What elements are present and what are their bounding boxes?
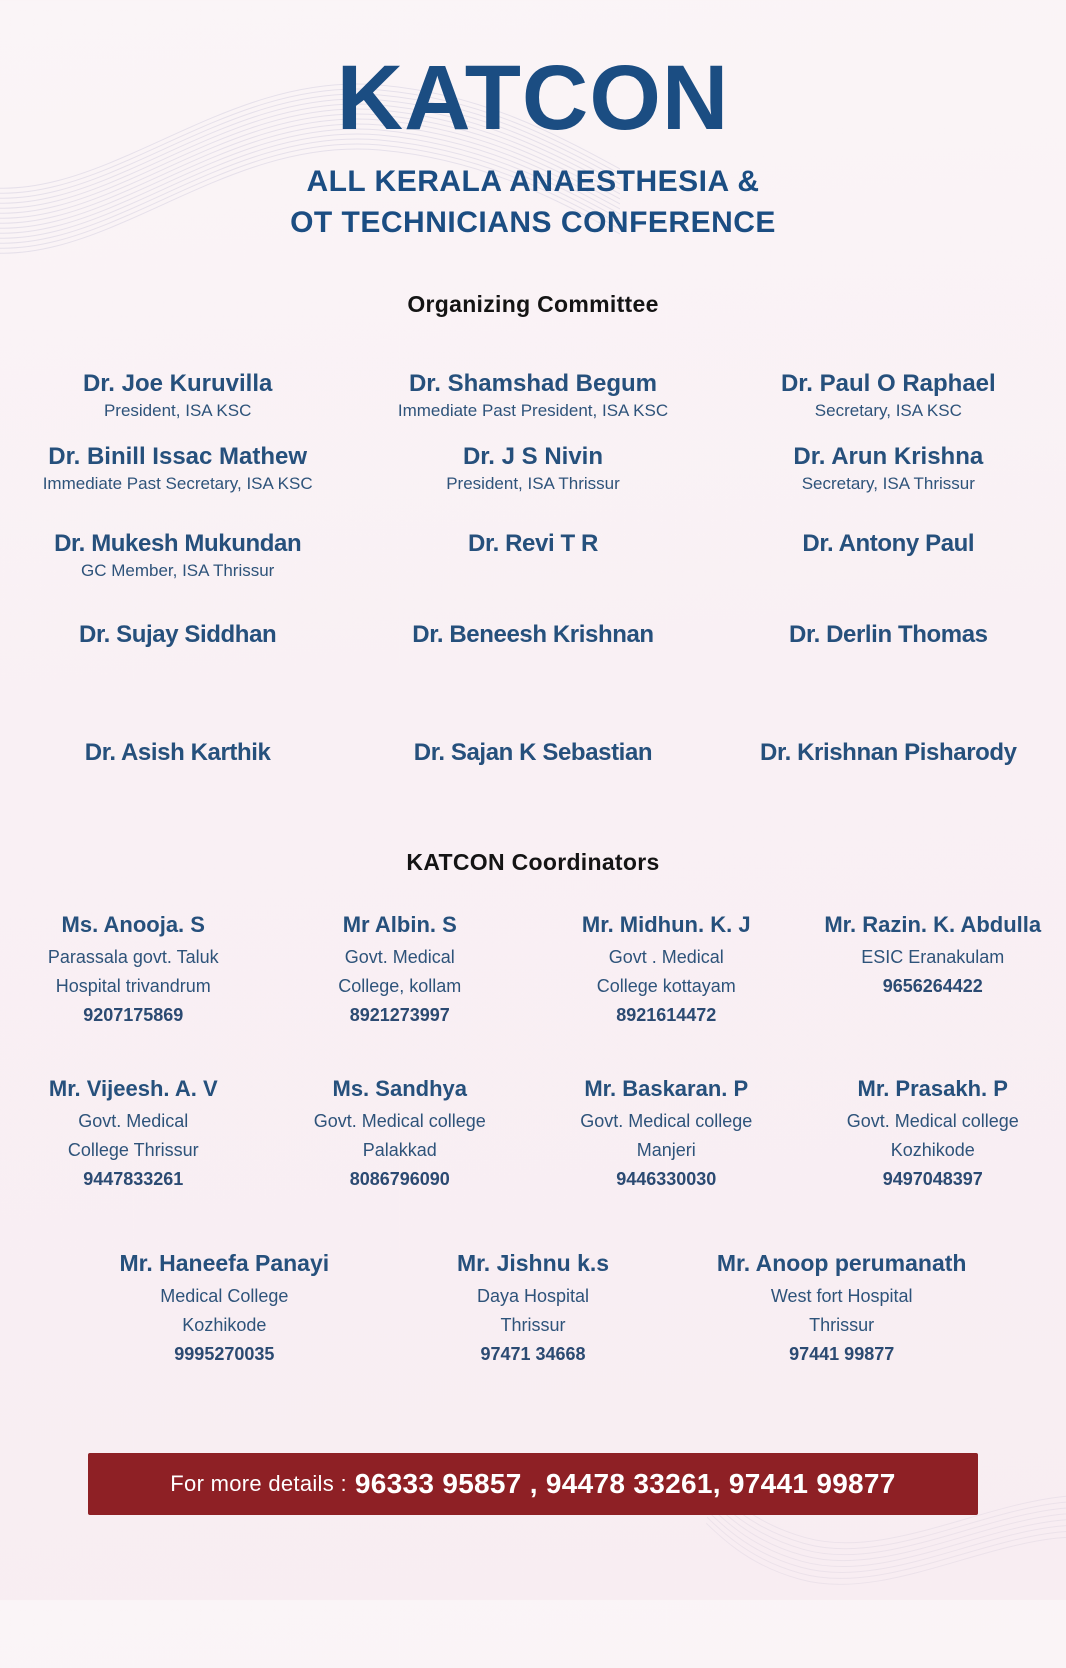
coordinator-org-line: Hospital trivandrum (6, 972, 261, 1001)
coordinator (379, 1250, 688, 1369)
subtitle-line-2: OT TECHNICIANS CONFERENCE (0, 203, 1066, 244)
coordinator-org-line: Govt. Medical (273, 943, 528, 972)
coordinator-row (0, 1076, 1066, 1194)
coordinators-list (0, 912, 1066, 1369)
coordinator (267, 1076, 534, 1194)
committee-member (711, 621, 1066, 649)
coordinator-phone: 9207175869 (6, 1001, 261, 1030)
coordinator (267, 912, 534, 1030)
coordinator-name: Ms. Anooja. S (6, 912, 261, 938)
coordinator-phone: 9995270035 (76, 1340, 373, 1369)
contact-banner-label: For more details : (170, 1471, 347, 1497)
coordinator-phone: 97441 99877 (693, 1340, 990, 1369)
member-name: Dr. Krishnan Pisharody (719, 739, 1058, 767)
committee-member (711, 739, 1066, 767)
committee-row (0, 621, 1066, 649)
coordinator (0, 1076, 267, 1194)
coordinator-phone: 9447833261 (6, 1165, 261, 1194)
coordinator-phone: 8086796090 (273, 1165, 528, 1194)
coordinator-org-line: Parassala govt. Taluk (6, 943, 261, 972)
committee-member (0, 443, 355, 494)
coordinator (800, 912, 1066, 1030)
coordinator-name: Mr Albin. S (273, 912, 528, 938)
coordinator (687, 1250, 996, 1369)
coordinator-org-line: Govt. Medical (6, 1107, 261, 1136)
committee-member (0, 530, 355, 581)
coordinator-phone: 9656264422 (806, 972, 1061, 1001)
subtitle-line-1: ALL KERALA ANAESTHESIA & (0, 162, 1066, 203)
coordinator-phone: 9497048397 (806, 1165, 1061, 1194)
coordinator-org-line: Palakkad (273, 1136, 528, 1165)
member-name: Dr. Binill Issac Mathew (8, 443, 347, 471)
committee-row (0, 739, 1066, 767)
coordinator (533, 1076, 800, 1194)
coordinator-org-line: Medical College (76, 1282, 373, 1311)
coordinator-phone: 8921614472 (539, 1001, 794, 1030)
coordinator-phone: 9446330030 (539, 1165, 794, 1194)
member-name: Dr. Mukesh Mukundan (8, 530, 347, 558)
organizing-committee-list (0, 370, 1066, 767)
member-name: Dr. Derlin Thomas (719, 621, 1058, 649)
committee-member (355, 530, 710, 581)
coordinator-name: Mr. Baskaran. P (539, 1076, 794, 1102)
committee-member (355, 370, 710, 421)
coordinator (533, 912, 800, 1030)
committee-member (0, 370, 355, 421)
committee-member (711, 443, 1066, 494)
member-name: Dr. J S Nivin (363, 443, 702, 471)
coordinator-phone: 97471 34668 (385, 1340, 682, 1369)
coordinators-heading: KATCON Coordinators (0, 849, 1066, 876)
contact-banner-phones: 96333 95857 , 94478 33261, 97441 99877 (355, 1468, 896, 1500)
committee-member (355, 739, 710, 767)
coordinator-org-line: Thrissur (693, 1311, 990, 1340)
committee-row (0, 370, 1066, 421)
member-role: Secretary, ISA KSC (719, 401, 1058, 421)
coordinator-name: Mr. Anoop perumanath (693, 1250, 990, 1277)
contact-banner (88, 1453, 978, 1515)
coordinator-org-line: West fort Hospital (693, 1282, 990, 1311)
member-name: Dr. Asish Karthik (8, 739, 347, 767)
coordinator-org-line: Govt. Medical college (273, 1107, 528, 1136)
member-role: Secretary, ISA Thrissur (719, 474, 1058, 494)
coordinator-org-line: College kottayam (539, 972, 794, 1001)
wave-decoration-bottom-right (694, 1412, 1066, 1668)
organizing-committee-heading: Organizing Committee (0, 291, 1066, 318)
coordinator-org-line: Kozhikode (76, 1311, 373, 1340)
coordinator-org-line: Govt. Medical college (806, 1107, 1061, 1136)
coordinator-org-line: Kozhikode (806, 1136, 1061, 1165)
coordinator-name: Mr. Razin. K. Abdulla (806, 912, 1061, 938)
coordinator (800, 1076, 1066, 1194)
coordinator-org-line: College Thrissur (6, 1136, 261, 1165)
member-name: Dr. Arun Krishna (719, 443, 1058, 471)
committee-row (0, 530, 1066, 581)
coordinator-org-line: ESIC Eranakulam (806, 943, 1061, 972)
coordinator-org-line: Daya Hospital (385, 1282, 682, 1311)
coordinator-org-line: Govt. Medical college (539, 1107, 794, 1136)
coordinator-phone: 8921273997 (273, 1001, 528, 1030)
member-role: President, ISA KSC (8, 401, 347, 421)
poster-header (0, 0, 1066, 243)
committee-member (711, 530, 1066, 581)
member-role: Immediate Past Secretary, ISA KSC (8, 474, 347, 494)
member-name: Dr. Shamshad Begum (363, 370, 702, 398)
member-name: Dr. Paul O Raphael (719, 370, 1058, 398)
conference-title: KATCON (0, 52, 1066, 144)
coordinator (70, 1250, 379, 1369)
member-role: GC Member, ISA Thrissur (8, 561, 347, 581)
coordinator-row (0, 1250, 1066, 1369)
member-role: President, ISA Thrissur (363, 474, 702, 494)
member-name: Dr. Sujay Siddhan (8, 621, 347, 649)
coordinator-org-line: College, kollam (273, 972, 528, 1001)
coordinator-name: Ms. Sandhya (273, 1076, 528, 1102)
committee-member (355, 443, 710, 494)
committee-member (0, 739, 355, 767)
committee-member (0, 621, 355, 649)
coordinator-row (0, 912, 1066, 1030)
coordinator-org-line: Govt . Medical (539, 943, 794, 972)
coordinator (0, 912, 267, 1030)
coordinator-org-line: Thrissur (385, 1311, 682, 1340)
coordinator-name: Mr. Haneefa Panayi (76, 1250, 373, 1277)
committee-row (0, 443, 1066, 494)
member-name: Dr. Antony Paul (719, 530, 1058, 558)
coordinator-name: Mr. Jishnu k.s (385, 1250, 682, 1277)
conference-subtitle (0, 162, 1066, 243)
member-name: Dr. Joe Kuruvilla (8, 370, 347, 398)
coordinator-org-line: Manjeri (539, 1136, 794, 1165)
coordinator-name: Mr. Prasakh. P (806, 1076, 1061, 1102)
member-name: Dr. Revi T R (363, 530, 702, 558)
member-name: Dr. Beneesh Krishnan (363, 621, 702, 649)
member-role: Immediate Past President, ISA KSC (363, 401, 702, 421)
committee-member (355, 621, 710, 649)
coordinator-name: Mr. Midhun. K. J (539, 912, 794, 938)
member-name: Dr. Sajan K Sebastian (363, 739, 702, 767)
committee-member (711, 370, 1066, 421)
coordinator-name: Mr. Vijeesh. A. V (6, 1076, 261, 1102)
